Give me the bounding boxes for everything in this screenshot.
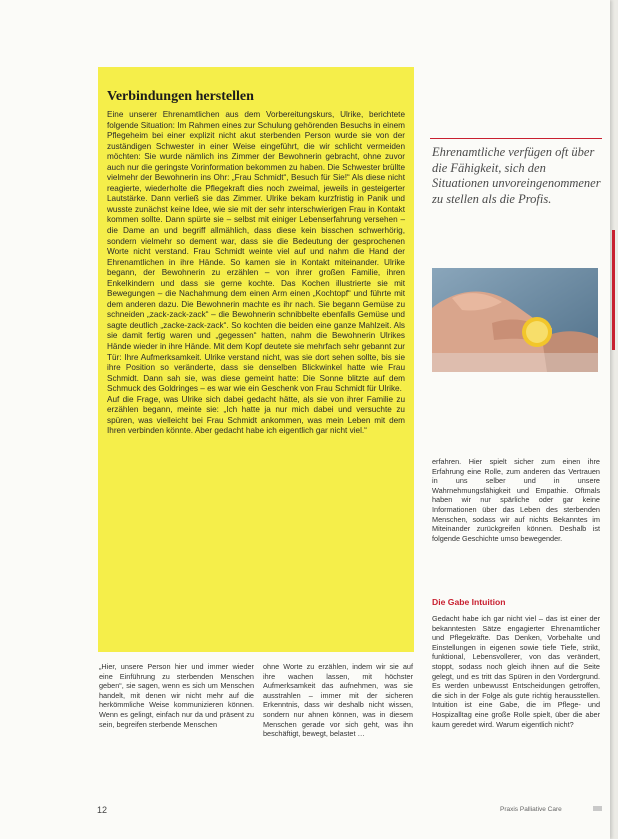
page-edge-accent: [612, 230, 615, 350]
box-heading: Verbindungen herstellen: [107, 89, 254, 104]
quote-divider: [430, 138, 602, 139]
body-column-2: ohne Worte zu erzählen, indem wir sie auf ihre wachen lassen, mit höchster Aufmerksamkeit das aufnehmen, was sie ausstrahlen – immer mit der sicheren Erkenntnis, dass wir deshalb nicht wissen, sondern nur ahnen können, was in diesem Menschen gerade vor sich geht, was ihn beschäftigt, bewegt, belastet …: [263, 662, 413, 739]
footer-marker: [593, 806, 602, 811]
hands-lemon-photo: [432, 268, 598, 372]
body-column-1: „Hier, unsere Person hier und immer wieder eine Einführung zu sterbenden Menschen geben“, sie sagen, wenn es sich um Menschen handelt, mit denen wir nicht mehr auf die herkömmliche Weise kommunizieren können. Wenn es gelingt, einfach nur da und präsent zu sein, begreifen sterbende Menschen: [99, 662, 254, 729]
body-column-3: erfahren. Hier spielt sicher zum einen ihre Erfahrung eine Rolle, zum anderen das Vertrauen in uns selber und in unsere Wahrnehmungsfähigkeit und Empathie. Oftmals haben wir nur spärliche oder gar keine Informationen über das Leben des sterbenden Menschen, sodass wir auf nichts Bekanntes im Miteinander zurückgreifen können. Deshalb ist folgende Geschichte umso bewegender.: [432, 457, 600, 543]
pull-quote: Ehrenamtliche verfügen oft über die Fähigkeit, sich den Situationen unvoreingenommener zu stellen als die Profis.: [432, 145, 601, 206]
box-paragraph: Auf die Frage, was Ulrike sich dabei gedacht hätte, als sie von ihrer Familie zu erzählen begann, meinte sie: „Ich hatte ja nur mich dabei und versuchte zu spüren, was vielleicht bei Frau Schmidt ankommen, was mein Leben mit dem Ihren verbinden könnte. Aber gedacht habe ich eigentlich gar nicht viel.“: [107, 394, 405, 436]
photo-illustration: [432, 268, 598, 372]
footer-publication: Praxis Palliative Care: [500, 806, 562, 813]
box-paragraph: Eine unserer Ehrenamtlichen aus dem Vorbereitungskurs, Ulrike, berichtete folgende Situation: Im Rahmen eines zur Schulung gehörenden Besuchs in einem Pflegeheim bei einer explizit nicht akut sterbenden Person wurde sie von der zuständigen Schwester in einer Weise eingeführt, die wir schlicht vermeiden möchten: Sie wurde nämlich ins Zimmer der Bewohnerin gebracht, ohne zuvor auch nur die geringste Vorinformation bekommen zu haben. Die Schwester brüllte vielmehr der Bewohnerin ins Ohr: „Frau Schmidt“, Besuch für Sie!“ Als diese nicht reagierte, wiederholte die Pflegekraft dies noch zweimal, jeweils in gesteigerter Lautstärke. Dann verließ sie das Zimmer. Ulrike bekam kurzfristig in Panik und wusste zunächst keine Idee, wie sie mit der sehr interschwierigen Frau in Kontakt kommen sollte. Dann spürte sie – selbst mit einiger Lebenserfahrung versehen – die Dame an und begriff allmählich, dass diese kein bisschen schwerhörig, sondern vielmehr so dement war, dass sie die Bedeutung der gesprochenen Worte nicht verstand. Frau Schmidt weinte viel auf und nahm die Hand der Ehrenamtlichen in ihre Hände. So kamen sie in Kontakt miteinander. Ulrike begann, der Bewohnerin zu erzählen – von ihrer großen Familie, ihren Enkelkindern und dass sie gerne kochte. Das Kochen illustrierte sie mit Bewegungen – die Nachahmung dem einen Arm einen „Kochtopf“ und führte mit dem anderen dazu. Die Bewohnerin machte es ihr nach. Sie begann Gemüse zu schneiden „zack-zack-zack“ – die Bewohnerin schnibbelte ebenfalls Gemüse und sagte deutlich „zacke-zack-zack“. So kochten die beiden eine ganze Mahlzeit. Als sie damit fertig waren und „gegessen“ hatten, nahm die Bewohnerin Ulrikes Hände wieder in ihre Hände. Mit dem Kopf deutete sie mehrfach sehr gebannt zur Tür: Ihre Aufmerksamkeit. Ulrike verstand nicht, was sie dort sehen sollte, bis sie ihre Position so veränderte, dass sie denselben Blickwinkel hatte wie Frau Schmidt. Dann sah sie, was diese gemeint hatte: Die Sonne blitzte auf dem Schmuck des Goldringes – es war wie ein Geschenk von Frau Schmidt für Ulrike.: [107, 110, 405, 394]
body-column-3-continued: Gedacht habe ich gar nicht viel – das ist einer der bekanntesten Sätze engagierter Ehrenamtlicher und Pflegekräfte. Das Denken, Vorbehalte und Einstellungen in eigenen sowie tiefe Tiefe, strikt, funktional, Lebensvollerer, von das verändert, stoppt, sodass noch gleich ihnen auf die Seite gelegt, und es tritt das Spüren in den Vordergrund. Es werden unbewusst Entscheidungen getroffen, die sich in der Folge als gute richtig herausstellen. Intuition ist eine Gabe, die im Pflege- und Hospizalltag eine große Rolle spielt, über die aber kaum geredet wird. Warum eigentlich nicht?: [432, 614, 600, 729]
section-subheading: Die Gabe Intuition: [432, 597, 506, 607]
page-number: 12: [97, 805, 108, 815]
highlight-box: [98, 67, 414, 652]
